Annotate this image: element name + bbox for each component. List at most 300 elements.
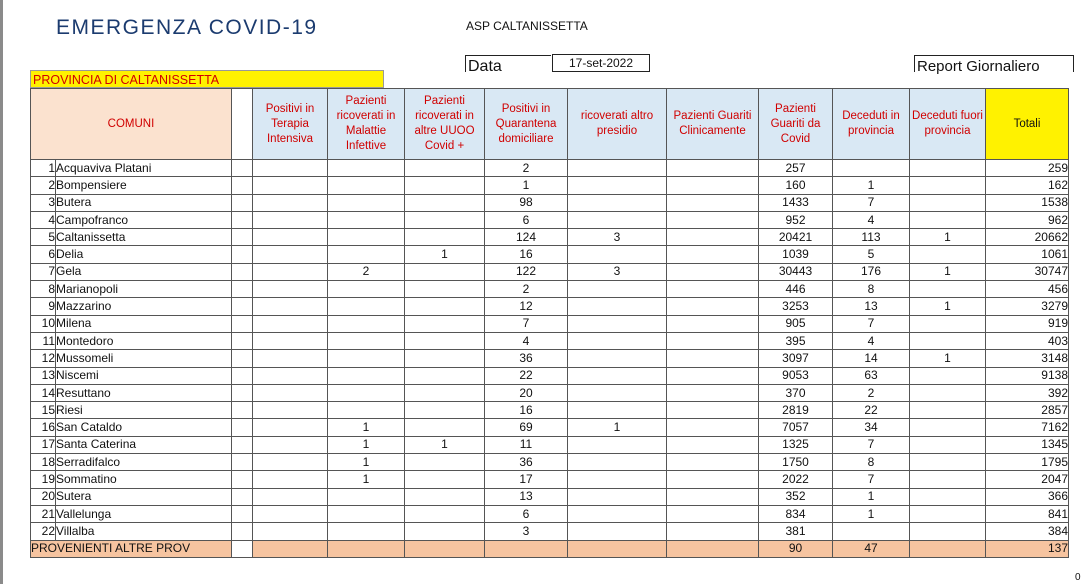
cell-guariti-clinicamente[interactable]: [667, 229, 759, 246]
cell-terapia-intensiva[interactable]: [253, 194, 328, 211]
cell-deceduti-fuori[interactable]: 1: [910, 298, 986, 315]
spacer-cell[interactable]: [232, 298, 253, 315]
cell-deceduti-provincia[interactable]: 34: [833, 419, 910, 436]
cell-guariti-clinicamente[interactable]: [667, 177, 759, 194]
cell-guariti-covid[interactable]: 257: [759, 160, 833, 177]
cell-totali[interactable]: 841: [986, 505, 1069, 522]
comune-name[interactable]: Caltanissetta: [56, 229, 232, 246]
comune-name[interactable]: Villalba: [56, 523, 232, 540]
spacer-cell[interactable]: [232, 454, 253, 471]
spacer-cell[interactable]: [232, 263, 253, 280]
cell-guariti-clinicamente[interactable]: [667, 384, 759, 401]
cell-terapia-intensiva[interactable]: [253, 350, 328, 367]
cell-quarantena[interactable]: 6: [485, 211, 568, 228]
cell-guariti-covid[interactable]: 3253: [759, 298, 833, 315]
cell-malattie-infettive[interactable]: [328, 488, 405, 505]
cell-totali[interactable]: 20662: [986, 229, 1069, 246]
comune-name[interactable]: Niscemi: [56, 367, 232, 384]
cell-guariti-covid[interactable]: 381: [759, 523, 833, 540]
cell-totali[interactable]: 392: [986, 384, 1069, 401]
cell-deceduti-fuori[interactable]: [910, 523, 986, 540]
row-number[interactable]: 21: [31, 505, 56, 522]
cell-altre-uuoo[interactable]: [405, 523, 485, 540]
spacer-cell[interactable]: [232, 281, 253, 298]
row-number[interactable]: 1: [31, 160, 56, 177]
cell-terapia-intensiva[interactable]: [253, 177, 328, 194]
cell-malattie-infettive[interactable]: [328, 298, 405, 315]
row-number[interactable]: 14: [31, 384, 56, 401]
cell-deceduti-fuori[interactable]: [910, 211, 986, 228]
cell-malattie-infettive[interactable]: [328, 160, 405, 177]
cell-altre-uuoo[interactable]: 1: [405, 246, 485, 263]
cell-malattie-infettive[interactable]: [328, 367, 405, 384]
cell-altro-presidio[interactable]: [568, 194, 667, 211]
cell-deceduti-fuori[interactable]: [910, 402, 986, 419]
table-row: [31, 350, 1069, 367]
cell-altro-presidio[interactable]: [568, 523, 667, 540]
row-number[interactable]: 11: [31, 332, 56, 349]
cell-guariti-covid[interactable]: 1325: [759, 436, 833, 453]
cell-altre-uuoo[interactable]: [405, 367, 485, 384]
cell-guariti-covid[interactable]: 905: [759, 315, 833, 332]
cell-terapia-intensiva[interactable]: [253, 488, 328, 505]
row-number[interactable]: 9: [31, 298, 56, 315]
spacer-cell[interactable]: [232, 402, 253, 419]
cell-quarantena[interactable]: 11: [485, 436, 568, 453]
cell-quarantena[interactable]: 69: [485, 419, 568, 436]
cell-altro-presidio[interactable]: 3: [568, 229, 667, 246]
spacer-cell[interactable]: [232, 471, 253, 488]
cell-malattie-infettive[interactable]: 1: [328, 471, 405, 488]
comune-name[interactable]: Mazzarino: [56, 298, 232, 315]
cell-deceduti-fuori[interactable]: [910, 315, 986, 332]
cell-totali[interactable]: 919: [986, 315, 1069, 332]
cell-terapia-intensiva[interactable]: [253, 419, 328, 436]
cell-totali[interactable]: 403: [986, 332, 1069, 349]
cell-deceduti-provincia[interactable]: 22: [833, 402, 910, 419]
cell-guariti-clinicamente[interactable]: [667, 471, 759, 488]
cell-guariti-clinicamente[interactable]: [667, 350, 759, 367]
cell-deceduti-provincia[interactable]: 4: [833, 332, 910, 349]
cell-deceduti-fuori[interactable]: [910, 367, 986, 384]
cell-quarantena[interactable]: 4: [485, 332, 568, 349]
spacer-cell[interactable]: [232, 229, 253, 246]
cell-terapia-intensiva[interactable]: [253, 281, 328, 298]
row-number[interactable]: 22: [31, 523, 56, 540]
cell-guariti-clinicamente[interactable]: [667, 298, 759, 315]
cell-quarantena[interactable]: 13: [485, 488, 568, 505]
cell-terapia-intensiva[interactable]: [253, 367, 328, 384]
row-number[interactable]: 5: [31, 229, 56, 246]
row-number[interactable]: 10: [31, 315, 56, 332]
cell-deceduti-provincia[interactable]: 5: [833, 246, 910, 263]
cell-altro-presidio[interactable]: [568, 384, 667, 401]
cell-deceduti-provincia[interactable]: 13: [833, 298, 910, 315]
cell-deceduti-provincia[interactable]: 7: [833, 194, 910, 211]
spacer-cell[interactable]: [232, 419, 253, 436]
row-number[interactable]: 13: [31, 367, 56, 384]
cell-malattie-infettive[interactable]: [328, 281, 405, 298]
cell-altre-uuoo[interactable]: [405, 160, 485, 177]
cell-malattie-infettive[interactable]: [328, 523, 405, 540]
cell-guariti-covid[interactable]: 7057: [759, 419, 833, 436]
footer-totali[interactable]: 137: [986, 540, 1069, 557]
cell-altro-presidio[interactable]: 3: [568, 263, 667, 280]
cell-quarantena[interactable]: 3: [485, 523, 568, 540]
cell-guariti-clinicamente[interactable]: [667, 367, 759, 384]
cell-altro-presidio[interactable]: [568, 332, 667, 349]
cell-totali[interactable]: 1345: [986, 436, 1069, 453]
cell-totali[interactable]: 456: [986, 281, 1069, 298]
cell-totali[interactable]: 1795: [986, 454, 1069, 471]
row-number[interactable]: 20: [31, 488, 56, 505]
cell-altre-uuoo[interactable]: [405, 263, 485, 280]
comune-name[interactable]: San Cataldo: [56, 419, 232, 436]
cell-terapia-intensiva[interactable]: [253, 523, 328, 540]
cell-guariti-clinicamente[interactable]: [667, 419, 759, 436]
cell-deceduti-provincia[interactable]: 8: [833, 454, 910, 471]
spacer-cell[interactable]: [232, 384, 253, 401]
cell-guariti-clinicamente[interactable]: [667, 402, 759, 419]
comune-name[interactable]: Gela: [56, 263, 232, 280]
cell-malattie-infettive[interactable]: 2: [328, 263, 405, 280]
cell-quarantena[interactable]: 12: [485, 298, 568, 315]
cell-deceduti-fuori[interactable]: [910, 384, 986, 401]
cell-guariti-clinicamente[interactable]: [667, 436, 759, 453]
cell-guariti-covid[interactable]: 2819: [759, 402, 833, 419]
cell-totali[interactable]: 3279: [986, 298, 1069, 315]
cell-altre-uuoo[interactable]: [405, 488, 485, 505]
cell-deceduti-provincia[interactable]: 7: [833, 471, 910, 488]
cell-guariti-covid[interactable]: 30443: [759, 263, 833, 280]
cell-altre-uuoo[interactable]: [405, 298, 485, 315]
cell-altro-presidio[interactable]: [568, 211, 667, 228]
cell-guariti-clinicamente[interactable]: [667, 194, 759, 211]
cell-guariti-clinicamente[interactable]: [667, 211, 759, 228]
row-number[interactable]: 15: [31, 402, 56, 419]
cell-deceduti-provincia[interactable]: 176: [833, 263, 910, 280]
comune-name[interactable]: Campofranco: [56, 211, 232, 228]
cell-deceduti-provincia[interactable]: [833, 523, 910, 540]
cell-terapia-intensiva[interactable]: [253, 315, 328, 332]
cell-deceduti-provincia[interactable]: 63: [833, 367, 910, 384]
spacer-cell[interactable]: [232, 211, 253, 228]
cell-terapia-intensiva[interactable]: [253, 436, 328, 453]
cell-guariti-covid[interactable]: 2022: [759, 471, 833, 488]
cell-quarantena[interactable]: 124: [485, 229, 568, 246]
cell-guariti-clinicamente[interactable]: [667, 488, 759, 505]
row-number[interactable]: 4: [31, 211, 56, 228]
cell-deceduti-fuori[interactable]: [910, 177, 986, 194]
comune-name[interactable]: Vallelunga: [56, 505, 232, 522]
cell-deceduti-provincia[interactable]: 113: [833, 229, 910, 246]
cell-altre-uuoo[interactable]: [405, 350, 485, 367]
cell-altre-uuoo[interactable]: [405, 229, 485, 246]
cell-altre-uuoo[interactable]: [405, 402, 485, 419]
cell-totali[interactable]: 7162: [986, 419, 1069, 436]
comune-name[interactable]: Delia: [56, 246, 232, 263]
spacer-cell[interactable]: [232, 523, 253, 540]
spacer-cell[interactable]: [232, 160, 253, 177]
cell-terapia-intensiva[interactable]: [253, 454, 328, 471]
cell-quarantena[interactable]: 16: [485, 246, 568, 263]
cell-altro-presidio[interactable]: [568, 488, 667, 505]
cell-quarantena[interactable]: 36: [485, 350, 568, 367]
cell-altro-presidio[interactable]: [568, 367, 667, 384]
cell-malattie-infettive[interactable]: [328, 350, 405, 367]
cell-malattie-infettive[interactable]: 1: [328, 419, 405, 436]
cell-totali[interactable]: 366: [986, 488, 1069, 505]
footer-guariti-covid[interactable]: 90: [759, 540, 833, 557]
cell-altre-uuoo[interactable]: [405, 211, 485, 228]
cell-totali[interactable]: 30747: [986, 263, 1069, 280]
cell-deceduti-fuori[interactable]: [910, 540, 986, 557]
cell-altre-uuoo[interactable]: [405, 454, 485, 471]
cell-deceduti-provincia[interactable]: 7: [833, 315, 910, 332]
cell-guariti-covid[interactable]: 1039: [759, 246, 833, 263]
cell-quarantena[interactable]: 22: [485, 367, 568, 384]
cell-altro-presidio[interactable]: [568, 246, 667, 263]
comune-name[interactable]: Montedoro: [56, 332, 232, 349]
row-number[interactable]: 16: [31, 419, 56, 436]
cell-deceduti-fuori[interactable]: [910, 194, 986, 211]
row-number[interactable]: 19: [31, 471, 56, 488]
cell-altro-presidio[interactable]: [568, 298, 667, 315]
spacer-cell[interactable]: [232, 246, 253, 263]
cell-altre-uuoo[interactable]: [405, 419, 485, 436]
cell-malattie-infettive[interactable]: [328, 194, 405, 211]
spacer-cell[interactable]: [232, 177, 253, 194]
cell-guariti-clinicamente[interactable]: [667, 281, 759, 298]
cell-terapia-intensiva[interactable]: [253, 229, 328, 246]
cell-altre-uuoo[interactable]: [405, 540, 485, 557]
cell-altro-presidio[interactable]: [568, 160, 667, 177]
row-number[interactable]: 18: [31, 454, 56, 471]
comune-name[interactable]: Resuttano: [56, 384, 232, 401]
cell-deceduti-fuori[interactable]: [910, 436, 986, 453]
comune-name[interactable]: Santa Caterina: [56, 436, 232, 453]
cell-altro-presidio[interactable]: [568, 402, 667, 419]
header-altre-uuoo: Pazienti ricoverati in altre UUOO Covid +: [405, 89, 485, 160]
cell-deceduti-provincia[interactable]: [833, 160, 910, 177]
comune-name[interactable]: Bompensiere: [56, 177, 232, 194]
cell-guariti-covid[interactable]: 9053: [759, 367, 833, 384]
cell-altre-uuoo[interactable]: [405, 177, 485, 194]
spacer-cell[interactable]: [232, 315, 253, 332]
cell-totali[interactable]: 2047: [986, 471, 1069, 488]
cell-altro-presidio[interactable]: [568, 540, 667, 557]
cell-malattie-infettive[interactable]: [328, 229, 405, 246]
cell-deceduti-provincia[interactable]: 14: [833, 350, 910, 367]
cell-totali[interactable]: 162: [986, 177, 1069, 194]
cell-deceduti-fuori[interactable]: [910, 246, 986, 263]
cell-deceduti-fuori[interactable]: [910, 332, 986, 349]
cell-guariti-covid[interactable]: 20421: [759, 229, 833, 246]
cell-altro-presidio[interactable]: [568, 454, 667, 471]
cell-quarantena[interactable]: 20: [485, 384, 568, 401]
row-number[interactable]: 7: [31, 263, 56, 280]
comune-name[interactable]: Milena: [56, 315, 232, 332]
cell-altre-uuoo[interactable]: [405, 194, 485, 211]
cell-altre-uuoo[interactable]: [405, 315, 485, 332]
cell-deceduti-fuori[interactable]: 1: [910, 229, 986, 246]
row-number[interactable]: 8: [31, 281, 56, 298]
spacer-cell[interactable]: [232, 540, 253, 557]
cell-quarantena[interactable]: [485, 540, 568, 557]
cell-deceduti-provincia[interactable]: 7: [833, 436, 910, 453]
row-number[interactable]: 17: [31, 436, 56, 453]
cell-terapia-intensiva[interactable]: [253, 402, 328, 419]
cell-altre-uuoo[interactable]: [405, 471, 485, 488]
cell-guariti-clinicamente[interactable]: [667, 315, 759, 332]
cell-malattie-infettive[interactable]: 1: [328, 454, 405, 471]
row-number[interactable]: 3: [31, 194, 56, 211]
cell-quarantena[interactable]: 2: [485, 281, 568, 298]
cell-guariti-clinicamente[interactable]: [667, 540, 759, 557]
spacer-cell[interactable]: [232, 367, 253, 384]
cell-terapia-intensiva[interactable]: [253, 540, 328, 557]
cell-totali[interactable]: 2857: [986, 402, 1069, 419]
cell-terapia-intensiva[interactable]: [253, 384, 328, 401]
cell-terapia-intensiva[interactable]: [253, 160, 328, 177]
cell-guariti-covid[interactable]: 1750: [759, 454, 833, 471]
row-number[interactable]: 6: [31, 246, 56, 263]
cell-altro-presidio[interactable]: [568, 505, 667, 522]
cell-altre-uuoo[interactable]: [405, 505, 485, 522]
cell-deceduti-fuori[interactable]: [910, 505, 986, 522]
comune-name[interactable]: Marianopoli: [56, 281, 232, 298]
cell-totali[interactable]: 259: [986, 160, 1069, 177]
cell-terapia-intensiva[interactable]: [253, 332, 328, 349]
cell-totali[interactable]: 1538: [986, 194, 1069, 211]
cell-quarantena[interactable]: 122: [485, 263, 568, 280]
cell-malattie-infettive[interactable]: 1: [328, 436, 405, 453]
cell-deceduti-provincia[interactable]: 8: [833, 281, 910, 298]
cell-totali[interactable]: 962: [986, 211, 1069, 228]
cell-quarantena[interactable]: 16: [485, 402, 568, 419]
cell-guariti-clinicamente[interactable]: [667, 160, 759, 177]
cell-altre-uuoo[interactable]: [405, 384, 485, 401]
comune-name[interactable]: Sutera: [56, 488, 232, 505]
cell-altre-uuoo[interactable]: [405, 332, 485, 349]
row-number[interactable]: 2: [31, 177, 56, 194]
cell-malattie-infettive[interactable]: [328, 402, 405, 419]
cell-malattie-infettive[interactable]: [328, 384, 405, 401]
cell-guariti-clinicamente[interactable]: [667, 246, 759, 263]
spacer-cell[interactable]: [232, 332, 253, 349]
cell-guariti-covid[interactable]: 1433: [759, 194, 833, 211]
cell-totali[interactable]: 1061: [986, 246, 1069, 263]
cell-terapia-intensiva[interactable]: [253, 263, 328, 280]
spacer-cell[interactable]: [232, 488, 253, 505]
cell-quarantena[interactable]: 6: [485, 505, 568, 522]
cell-guariti-clinicamente[interactable]: [667, 523, 759, 540]
cell-deceduti-fuori[interactable]: 1: [910, 263, 986, 280]
cell-guariti-clinicamente[interactable]: [667, 505, 759, 522]
cell-deceduti-fuori[interactable]: [910, 454, 986, 471]
cell-deceduti-provincia[interactable]: 2: [833, 384, 910, 401]
cell-altro-presidio[interactable]: [568, 436, 667, 453]
cell-deceduti-fuori[interactable]: [910, 281, 986, 298]
spacer-cell[interactable]: [232, 505, 253, 522]
cell-deceduti-fuori[interactable]: [910, 488, 986, 505]
cell-quarantena[interactable]: 36: [485, 454, 568, 471]
cell-malattie-infettive[interactable]: [328, 540, 405, 557]
cell-deceduti-provincia[interactable]: 4: [833, 211, 910, 228]
cell-altro-presidio[interactable]: [568, 471, 667, 488]
cell-deceduti-provincia[interactable]: 1: [833, 505, 910, 522]
cell-deceduti-fuori[interactable]: [910, 419, 986, 436]
cell-malattie-infettive[interactable]: [328, 246, 405, 263]
cell-altro-presidio[interactable]: 1: [568, 419, 667, 436]
cell-totali[interactable]: 3148: [986, 350, 1069, 367]
cell-quarantena[interactable]: 2: [485, 160, 568, 177]
cell-guariti-covid[interactable]: 352: [759, 488, 833, 505]
cell-terapia-intensiva[interactable]: [253, 211, 328, 228]
cell-altre-uuoo[interactable]: [405, 281, 485, 298]
cell-malattie-infettive[interactable]: [328, 177, 405, 194]
cell-guariti-clinicamente[interactable]: [667, 263, 759, 280]
footer-label[interactable]: PROVENIENTI ALTRE PROV: [31, 540, 232, 557]
cell-guariti-covid[interactable]: 160: [759, 177, 833, 194]
cell-guariti-covid[interactable]: 446: [759, 281, 833, 298]
cell-altro-presidio[interactable]: [568, 315, 667, 332]
cell-guariti-covid[interactable]: 3097: [759, 350, 833, 367]
cell-deceduti-provincia[interactable]: 1: [833, 488, 910, 505]
cell-altro-presidio[interactable]: [568, 177, 667, 194]
comune-name[interactable]: Mussomeli: [56, 350, 232, 367]
cell-quarantena[interactable]: 7: [485, 315, 568, 332]
cell-terapia-intensiva[interactable]: [253, 298, 328, 315]
cell-guariti-covid[interactable]: 834: [759, 505, 833, 522]
cell-totali[interactable]: 9138: [986, 367, 1069, 384]
cell-malattie-infettive[interactable]: [328, 505, 405, 522]
cell-guariti-clinicamente[interactable]: [667, 454, 759, 471]
cell-guariti-covid[interactable]: 370: [759, 384, 833, 401]
cell-guariti-clinicamente[interactable]: [667, 332, 759, 349]
cell-terapia-intensiva[interactable]: [253, 471, 328, 488]
cell-malattie-infettive[interactable]: [328, 211, 405, 228]
spacer-cell[interactable]: [232, 194, 253, 211]
cell-quarantena[interactable]: 17: [485, 471, 568, 488]
cell-deceduti-fuori[interactable]: [910, 471, 986, 488]
comune-name[interactable]: Sommatino: [56, 471, 232, 488]
cell-malattie-infettive[interactable]: [328, 332, 405, 349]
cell-quarantena[interactable]: 1: [485, 177, 568, 194]
cell-terapia-intensiva[interactable]: [253, 246, 328, 263]
comune-name[interactable]: Serradifalco: [56, 454, 232, 471]
cell-guariti-covid[interactable]: 395: [759, 332, 833, 349]
spacer-cell[interactable]: [232, 350, 253, 367]
cell-terapia-intensiva[interactable]: [253, 505, 328, 522]
comune-name[interactable]: Riesi: [56, 402, 232, 419]
comune-name[interactable]: Butera: [56, 194, 232, 211]
cell-deceduti-fuori[interactable]: 1: [910, 350, 986, 367]
cell-totali[interactable]: 384: [986, 523, 1069, 540]
row-number[interactable]: 12: [31, 350, 56, 367]
cell-altro-presidio[interactable]: [568, 350, 667, 367]
cell-guariti-covid[interactable]: 952: [759, 211, 833, 228]
cell-altro-presidio[interactable]: [568, 281, 667, 298]
cell-quarantena[interactable]: 98: [485, 194, 568, 211]
footer-deceduti-provincia[interactable]: 47: [833, 540, 910, 557]
spacer-cell[interactable]: [232, 436, 253, 453]
comune-name[interactable]: Acquaviva Platani: [56, 160, 232, 177]
cell-altre-uuoo[interactable]: 1: [405, 436, 485, 453]
cell-malattie-infettive[interactable]: [328, 315, 405, 332]
cell-deceduti-provincia[interactable]: 1: [833, 177, 910, 194]
cell-deceduti-fuori[interactable]: [910, 160, 986, 177]
